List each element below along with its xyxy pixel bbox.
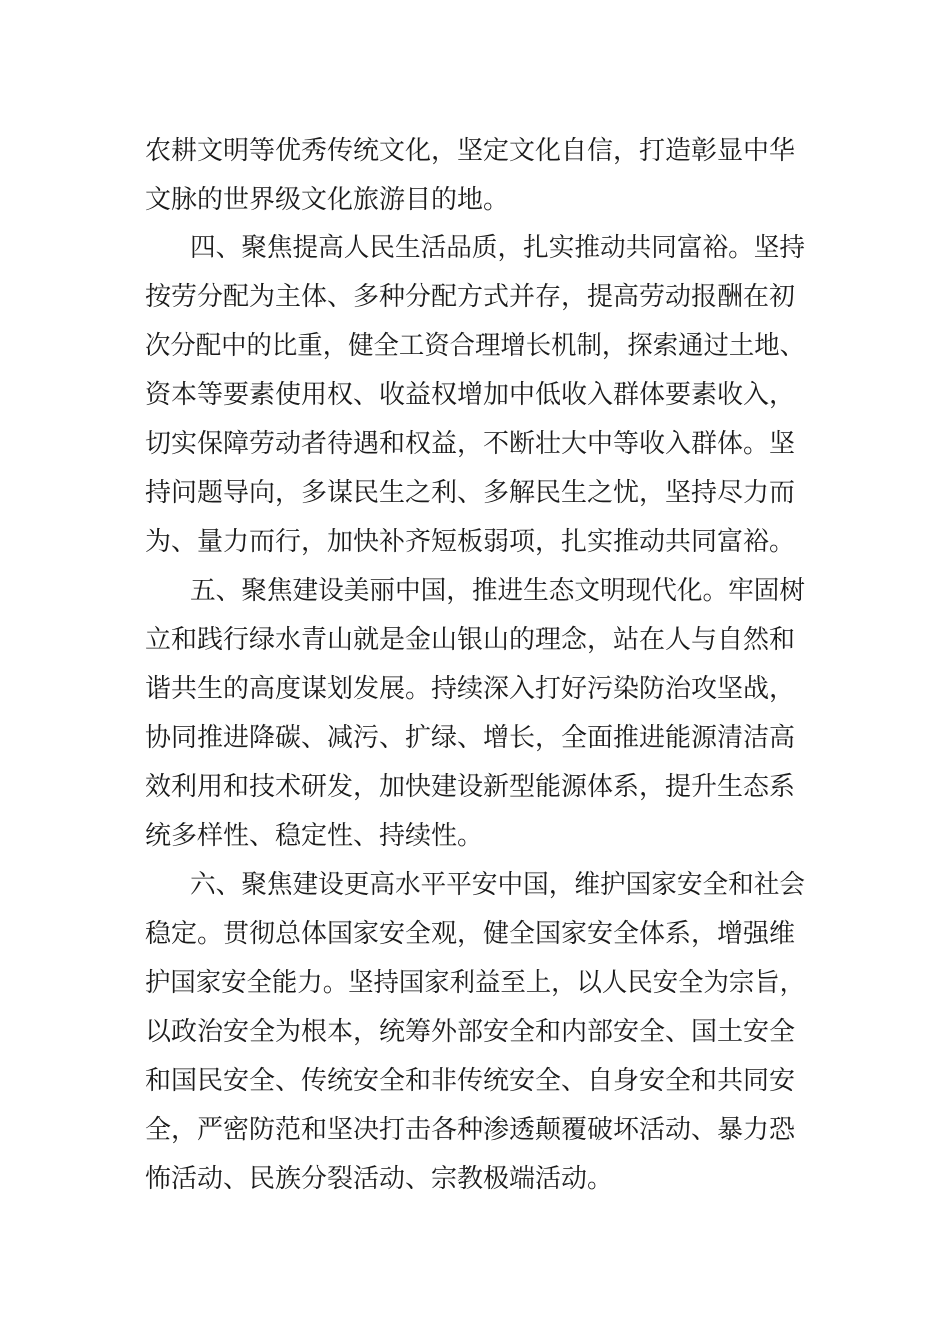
section-four-heading-line: 四、聚焦提高人民生活品质，扎实推动共同富裕。坚持 [190, 233, 806, 263]
text-line: 次分配中的比重，健全工资合理增长机制，探索通过土地、 [145, 331, 806, 361]
section-six-heading-line: 六、聚焦建设更高水平平安中国，维护国家安全和社会 [190, 870, 806, 900]
text-line: 文脉的世界级文化旅游目的地。 [145, 185, 510, 215]
text-line: 全，严密防范和坚决打击各种渗透颠覆破坏活动、暴力恐 [145, 1115, 796, 1145]
text-line: 和国民安全、传统安全和非传统安全、自身安全和共同安 [145, 1066, 796, 1096]
text-line: 以政治安全为根本，统筹外部安全和内部安全、国土安全 [145, 1017, 796, 1047]
text-line: 切实保障劳动者待遇和权益，不断壮大中等收入群体。坚 [145, 429, 796, 459]
text-line: 为、量力而行，加快补齐短板弱项，扎实推动共同富裕。 [145, 527, 796, 557]
text-line: 资本等要素使用权、收益权增加中低收入群体要素收入， [145, 380, 796, 410]
text-line: 立和践行绿水青山就是金山银山的理念，站在人与自然和 [145, 625, 796, 655]
text-line: 按劳分配为主体、多种分配方式并存，提高劳动报酬在初 [145, 282, 796, 312]
text-line: 持问题导向，多谋民生之利、多解民生之忧，坚持尽力而 [145, 478, 796, 508]
text-line: 协同推进降碳、减污、扩绿、增长，全面推进能源清洁高 [145, 723, 796, 753]
section-five-heading-line: 五、聚焦建设美丽中国，推进生态文明现代化。牢固树 [190, 576, 806, 606]
text-line: 怖活动、民族分裂活动、宗教极端活动。 [145, 1164, 614, 1194]
text-line: 效利用和技术研发，加快建设新型能源体系，提升生态系 [145, 772, 796, 802]
text-line: 农耕文明等优秀传统文化，坚定文化自信，打造彰显中华 [145, 136, 796, 166]
text-line: 统多样性、稳定性、持续性。 [145, 821, 484, 851]
text-line: 谐共生的高度谋划发展。持续深入打好污染防治攻坚战， [145, 674, 796, 704]
text-line: 护国家安全能力。坚持国家利益至上，以人民安全为宗旨， [145, 968, 806, 998]
text-line: 稳定。贯彻总体国家安全观，健全国家安全体系，增强维 [145, 919, 796, 949]
